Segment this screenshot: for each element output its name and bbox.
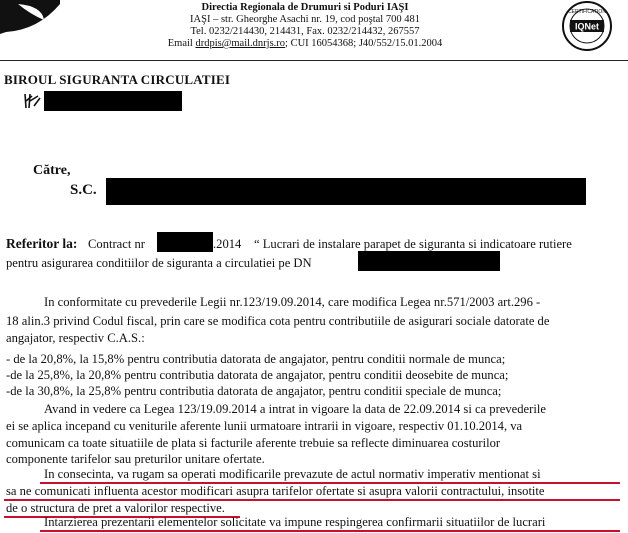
letterhead-phones: Tel. 0232/214430, 214431, Fax. 0232/214432, 267557 <box>190 26 420 37</box>
reference-year: .2014 <box>213 237 242 251</box>
registration-text: ; CUI 16054368; J40/552/15.01.2004 <box>285 38 443 49</box>
email-link[interactable]: drdpis@mail.dnrjs.ro <box>195 38 286 49</box>
paragraph-line: Intarzierea prezentarii elementelor solicitate va impune respingerea confirmarii situatiilor de lucrari <box>44 515 546 529</box>
certification-seal-icon <box>556 0 618 52</box>
reference-subject-line1: “ Lucrari de instalare parapet de siguranta si indicatoare rutiere <box>254 237 572 251</box>
redaction-block <box>44 91 182 111</box>
recipient-to-label: Către, <box>33 163 71 178</box>
redaction-block <box>157 232 213 252</box>
paragraph-line: In conformitate cu prevederile Legii nr.123/19.09.2014, care modifica Legea nr.571/2003 art.296 - <box>44 295 541 309</box>
list-item: - de la 20,8%, la 15,8% pentru contributia datorata de angajator, pentru conditii normale de munca; <box>6 352 506 366</box>
seal-text: IQNet <box>574 21 600 32</box>
paragraph-line: 18 alin.3 privind Codul fiscal, prin care se modifica cota pentru contributiile de asigurari sociale datorate de <box>6 314 550 328</box>
reference-label: Referitor la: <box>6 236 78 251</box>
paragraph-line: angajator, respectiv C.A.S.: <box>6 331 145 345</box>
highlighted-paragraph-line: In consecinta, va rugam sa operati modificarile prevazute de actul normativ imperativ mentionat si <box>44 467 541 481</box>
paragraph-line: componente tarifelor sau preturilor unitare ofertate. <box>6 452 265 466</box>
highlighted-paragraph-line: de o structura de pret a valorilor respective. <box>6 501 225 515</box>
letterhead-org-name: Directia Regionala de Drumuri si Poduri IAŞI <box>201 2 409 13</box>
seal-ring-text: CERTIFICATION <box>568 9 606 15</box>
list-item: -de la 30,8%, la 25,8% pentru contributia datorata de angajator, pentru conditii speciale de munca; <box>6 384 502 398</box>
red-underline <box>40 530 620 532</box>
paragraph-line: comunicam ca toate situatiile de plata si facturile aferente trebuie sa reflecte diminuarea costurilor <box>6 436 501 450</box>
reference-subject-line2: pentru asigurarea conditiilor de siguranta a circulatiei pe DN <box>6 256 312 270</box>
letterhead-divider <box>0 60 628 61</box>
redaction-block <box>358 251 500 271</box>
department-title: BIROUL SIGURANTA CIRCULATIEI <box>4 72 231 87</box>
email-label: Email <box>167 38 193 49</box>
organization-logo <box>0 0 60 34</box>
redaction-block <box>106 178 586 205</box>
list-item: -de la 25,8%, la 20,8% pentru contributia datorata de angajator, pentru conditii deosebite de munca; <box>6 368 509 382</box>
letterhead-contact-line <box>120 38 490 50</box>
letterhead-address: IAŞI – str. Gheorghe Asachi nr. 19, cod poştal 700 481 <box>190 14 420 25</box>
highlighted-paragraph-line: sa ne comunicati influenta acestor modificari asupra tarifelor ofertate si asupra valorii contractului, insotite <box>6 484 545 498</box>
paragraph-line: ei se aplica incepand cu veniturile aferente lunii urmatoare intrarii in vigoare, respectiv 01.10.2014, va <box>6 419 523 433</box>
recipient-company-prefix: S.C. <box>70 182 97 198</box>
reference-contract-prefix: Contract nr <box>88 237 146 251</box>
paragraph-line: Avand in vedere ca Legea 123/19.09.2014 a intrat in vigoare la data de 22.09.2014 si ca prevederile <box>44 402 546 416</box>
handwritten-mark <box>22 92 44 110</box>
